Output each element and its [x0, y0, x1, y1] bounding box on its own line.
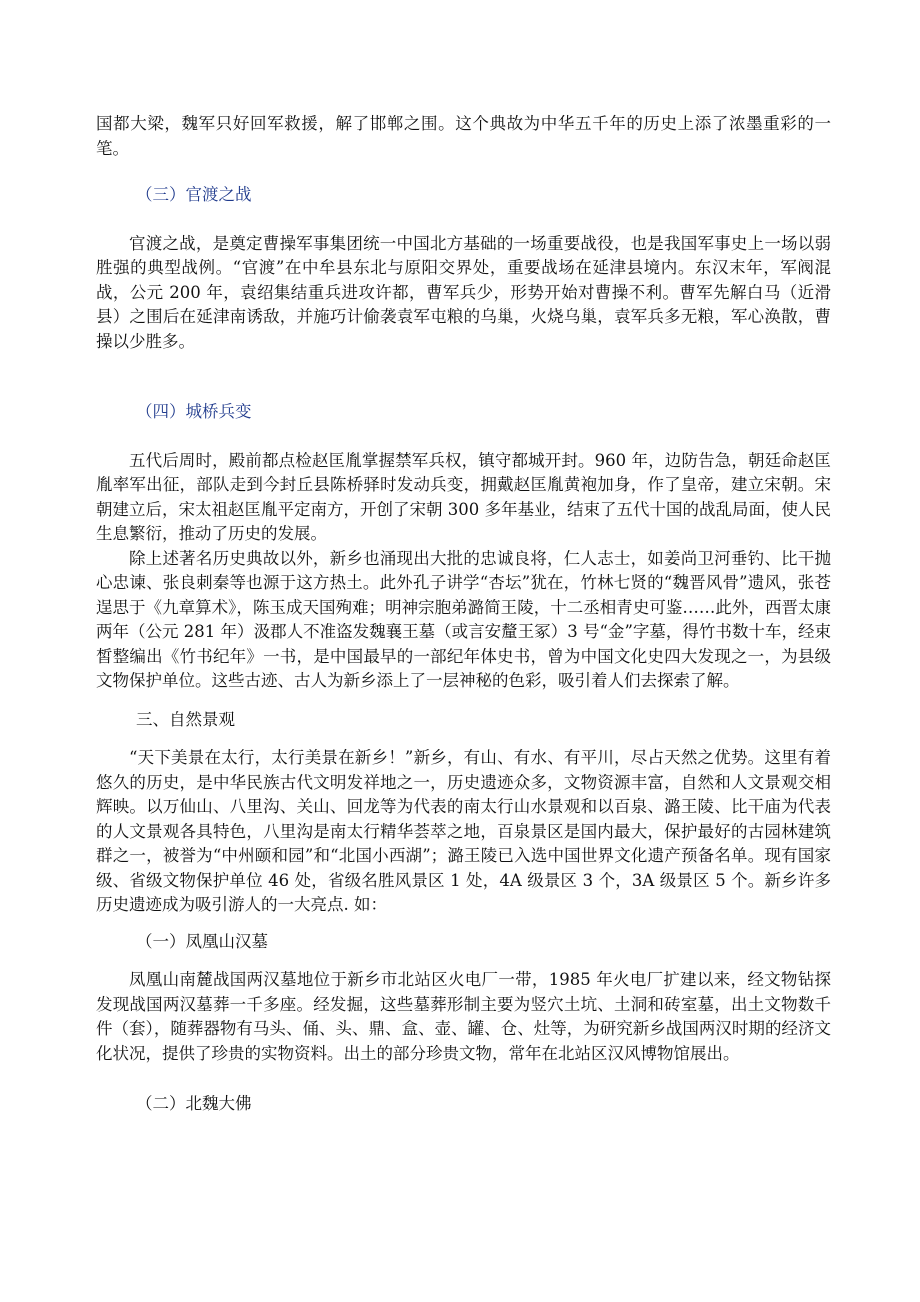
- heading-guandu-battle: （三）官渡之战: [136, 185, 252, 204]
- paragraph-handan-ending: 国都大梁，魏军只好回军救援，解了邯郸之围。这个典故为中华五千年的历史上添了浓墨重彩的一笔。: [96, 114, 831, 158]
- heading-beiwei-buddha: （二）北魏大佛: [136, 1094, 252, 1113]
- paragraph-notable-people: 除上述著名历史典故以外，新乡也涌现出大批的忠诚良将，仁人志士，如姜尚卫河垂钓、比干抛心忠谏、张良刺秦等也源于这方热土。此外孔子讲学“杏坛”犹在，竹林七贤的“魏晋风骨”遗风，张苍逞思于《九章算术》，陈玉成天国殉难；明神宗胞弟潞简王陵，十二丞相青史可鉴……此外，西晋太康两年（公元 281 年）汲郡人不准盗发魏襄王墓（或言安釐王冢）3 号“金”字墓，得竹书数十车，经束皙整编出《竹书纪年》一书，是中国最早的一部纪年体史书，曾为中国文化史四大发现之一，为县级文物保护单位。这些古迹、古人为新乡添上了一层神秘的色彩，吸引着人们去探索了解。: [96, 548, 831, 690]
- heading-fenghuang-tombs: （一）凤凰山汉墓: [136, 931, 268, 951]
- heading-natural-scenery: 三、自然景观: [136, 709, 235, 729]
- paragraph-natural-scenery: “天下美景在太行，太行美景在新乡！”新乡，有山、有水、有平川，尽占天然之优势。这里有着悠久的历史，是中华民族古代文明发祥地之一，历史遗迹众多，文物资源丰富，自然和人文景观交相辉映。以万仙山、八里沟、关山、回龙等为代表的南太行山水景观和以百泉、潞王陵、比干庙为代表的人文景观各具特色，八里沟是南太行精华荟萃之地，百泉景区是国内最大，保护最好的古园林建筑群之一，被誉为“中州颐和园”和“北国小西湖”；潞王陵已入选中国世界文化遗产预备名单。现有国家级、省级文物保护单位 46 处，省级名胜风景区 1 处，4A 级景区 3 个，3A 级景区 5 个。新乡许多历史遗迹成为吸引游人的一大亮点. 如：: [96, 748, 831, 914]
- paragraph-fenghuang-tombs: 凤凰山南麓战国两汉墓地位于新乡市北站区火电厂一带，1985 年火电厂扩建以来，经文物钻探发现战国两汉墓葬一千多座。经发掘，这些墓葬形制主要为竖穴土坑、土洞和砖室墓，出土文物数千件（套），随葬器物有马头、俑、头、鼎、盒、壶、罐、仓、灶等，为研究新乡战国两汉时期的经济文化状况，提供了珍贵的实物资料。出土的部分珍贵文物，常年在北站区汉风博物馆展出。: [96, 970, 831, 1063]
- paragraph-chengqiao-mutiny: 五代后周时，殿前都点检赵匡胤掌握禁军兵权，镇守都城开封。960 年，边防告急，朝廷命赵匡胤率军出征，部队走到今封丘县陈桥驿时发动兵变，拥戴赵匡胤黄袍加身，作了皇帝，建立宋朝。宋朝建立后，宋太祖赵匡胤平定南方，开创了宋朝 300 多年基业，结束了五代十国的战乱局面，使人民生息繁衍，推动了历史的发展。: [96, 450, 831, 543]
- document-page: [96, 112, 831, 1117]
- paragraph-guandu-battle: 官渡之战，是奠定曹操军事集团统一中国北方基础的一场重要战役，也是我国军事史上一场以弱胜强的典型战例。“官渡”在中牟县东北与原阳交界处，重要战场在延津县境内。东汉末年，军阀混战，公元 200 年，袁绍集结重兵进攻许都，曹军兵少，形势开始对曹操不利。曹军先解白马（近滑县）之围后在延津南诱敌，并施巧计偷袭袁军屯粮的乌巢，火烧乌巢，袁军兵多无粮，军心涣散，曹操以少胜多。: [96, 233, 831, 351]
- heading-chengqiao-mutiny: （四）城桥兵变: [136, 402, 252, 421]
